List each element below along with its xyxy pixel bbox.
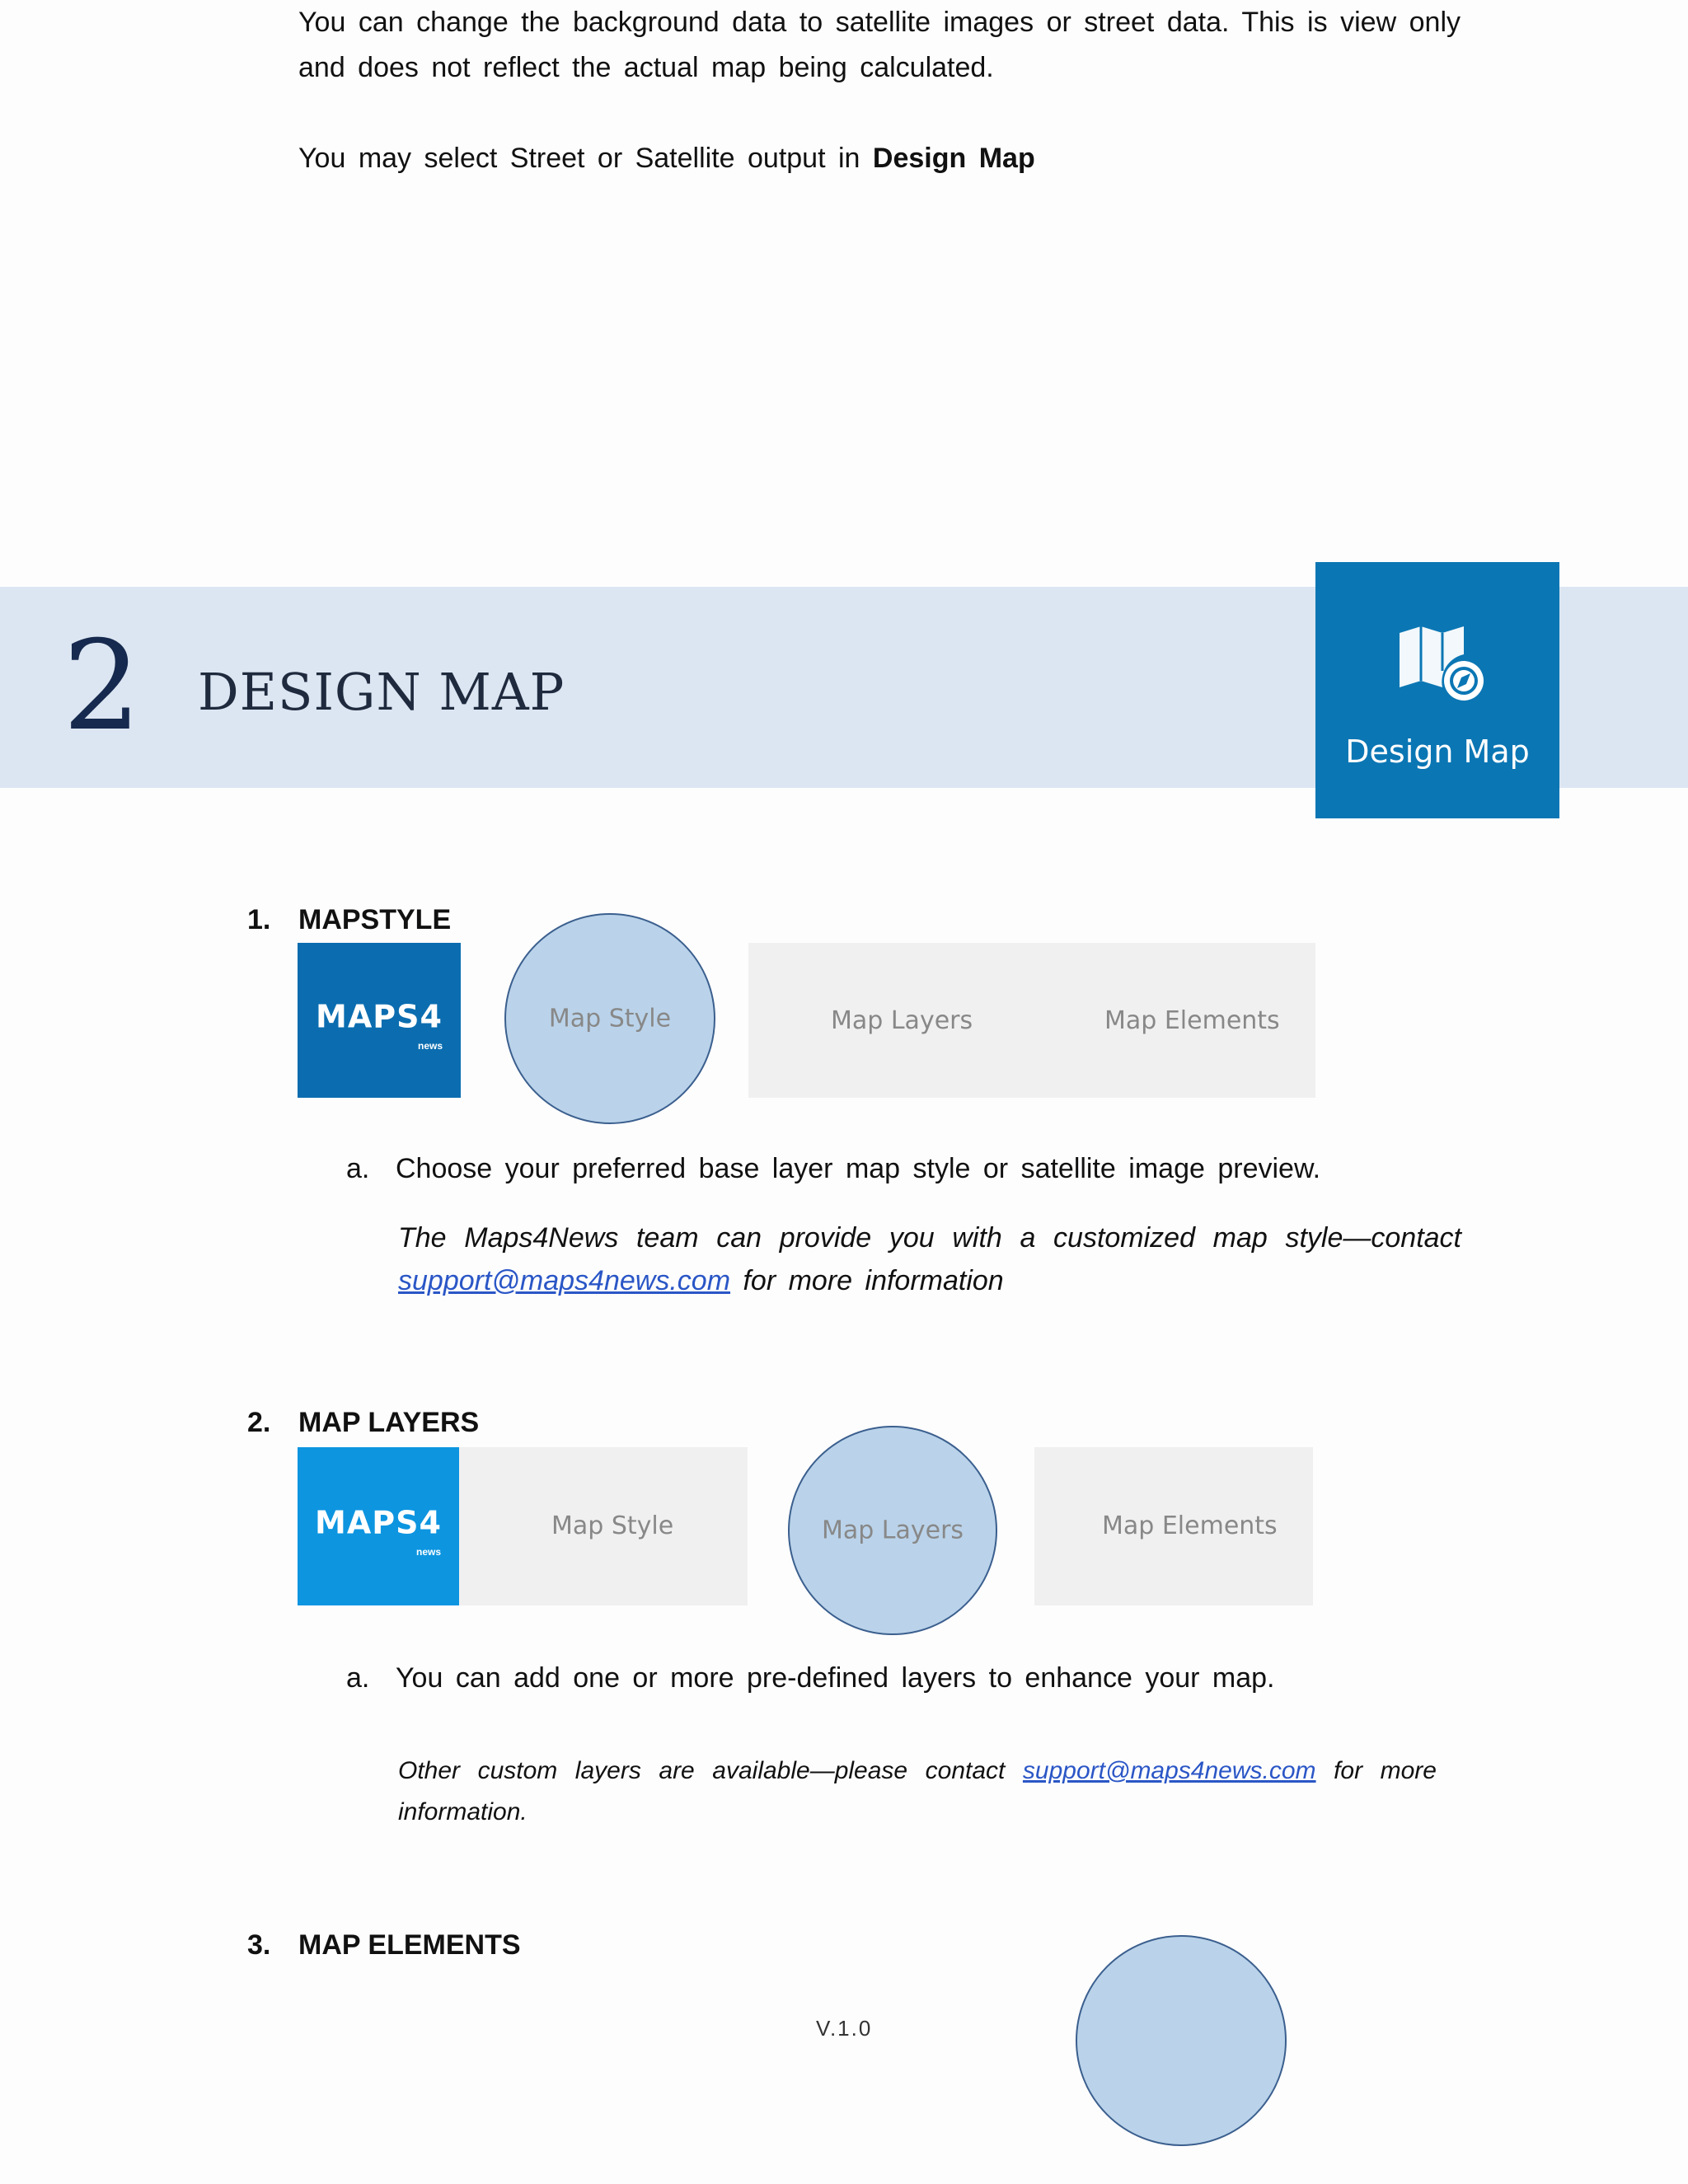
note-text: The Maps4News team can provide you with a customized map style—contact <box>398 1222 1461 1254</box>
maps4news-logo[interactable] <box>298 943 461 1098</box>
tab-map-style[interactable] <box>459 1447 748 1605</box>
logo-subtext: news <box>415 1546 441 1558</box>
intro-paragraph-output <box>298 136 1035 181</box>
design-map-button[interactable] <box>1315 562 1559 818</box>
map-compass-icon <box>1396 621 1487 704</box>
highlight-circle <box>1076 1935 1287 2146</box>
tab-map-style-highlighted[interactable] <box>504 913 715 1124</box>
note-text-end: for more information <box>743 1265 1004 1296</box>
section-heading-map-style <box>247 903 451 936</box>
maps4news-logo[interactable] <box>298 1447 459 1605</box>
logo-text: MAPS4 <box>316 998 443 1035</box>
section-number: 3. <box>247 1929 271 1961</box>
tab-map-layers[interactable]: Map Layers <box>831 1006 973 1035</box>
logo-text: MAPS4 <box>315 1504 442 1541</box>
note-text-end: for more information. <box>398 1757 1437 1825</box>
design-map-label: Design Map <box>1345 733 1530 770</box>
intro-output-text: You may select Street or Satellite output in <box>298 143 860 174</box>
section-heading-map-layers <box>247 1406 479 1439</box>
section-number: 1. <box>247 904 271 935</box>
intro-paragraph: You can change the background data to satellite images or street data. This is view only and does not reflect the actual map being calculated. <box>298 7 1461 83</box>
list-letter: a. <box>346 1662 370 1694</box>
tab-map-elements-label: Map Elements <box>1102 1511 1278 1540</box>
version-footer: V.1.0 <box>816 2016 873 2041</box>
tab-map-layers-label: Map Layers <box>821 1516 964 1545</box>
tab-map-elements[interactable]: Map Elements <box>1104 1006 1280 1035</box>
chapter-number: 2 <box>63 615 142 758</box>
note-paragraph <box>398 1216 1461 1302</box>
section-number: 2. <box>247 1407 271 1438</box>
note-text: Other custom layers are available—please contact <box>398 1757 1006 1784</box>
tab-map-style-label: Map Style <box>548 1004 672 1033</box>
list-item <box>346 1151 1320 1187</box>
list-letter: a. <box>346 1153 370 1184</box>
note-paragraph <box>398 1750 1437 1833</box>
section-heading-map-elements <box>247 1929 521 1961</box>
section-title: MAPSTYLE <box>298 904 452 935</box>
list-item <box>346 1660 1275 1696</box>
list-text: You can add one or more pre-defined layers to enhance your map. <box>396 1662 1275 1694</box>
support-email-link[interactable]: support@maps4news.com <box>398 1265 731 1296</box>
tab-map-elements[interactable] <box>1034 1447 1313 1605</box>
support-email-link[interactable]: support@maps4news.com <box>1022 1757 1316 1784</box>
tab-group <box>748 943 1315 1098</box>
logo-subtext: news <box>417 1040 443 1052</box>
tab-map-layers-highlighted[interactable] <box>788 1426 997 1635</box>
list-text: Choose your preferred base layer map style or satellite image preview. <box>396 1153 1321 1184</box>
tab-map-style-label: Map Style <box>551 1511 674 1540</box>
intro-output-bold: Design Map <box>872 143 1035 174</box>
section-title: MAP LAYERS <box>298 1407 480 1438</box>
chapter-title: DESIGN MAP <box>198 662 565 722</box>
section-title: MAP ELEMENTS <box>298 1929 521 1961</box>
